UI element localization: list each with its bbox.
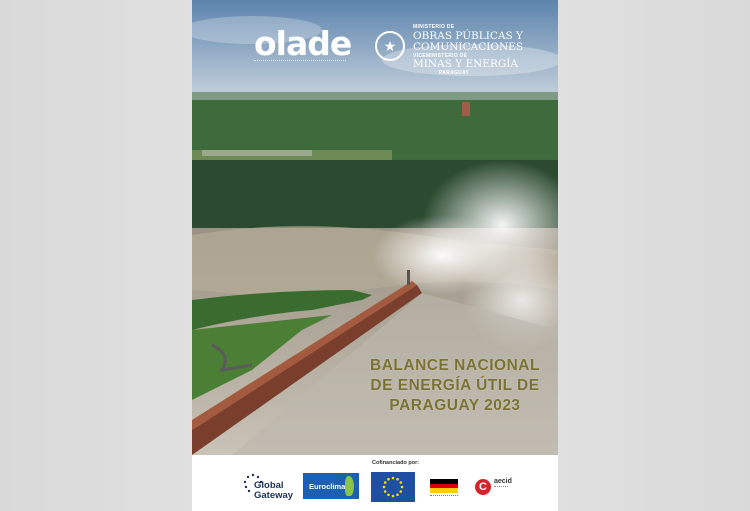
- global-gateway-logo: [254, 481, 293, 501]
- euroclima-logo: [303, 473, 359, 499]
- ministry-line-1: MINISTERIO DE: [413, 24, 455, 30]
- ministry-line-2: OBRAS PÚBLICAS Y: [413, 30, 523, 42]
- germany-cooperation-flag-icon: [430, 479, 458, 493]
- ministry-line-3: COMUNICACIONES: [413, 40, 524, 53]
- aecid-caption: [494, 486, 508, 495]
- ministry-line-6: PARAGUAY: [439, 69, 470, 76]
- report-cover: [192, 0, 558, 511]
- ministry-logo: [413, 25, 523, 76]
- sponsor-logos-bar: [192, 455, 558, 511]
- aecid-icon: C: [475, 479, 491, 495]
- ministry-seal-icon: ★: [375, 31, 405, 61]
- aecid-logo: aecid: [494, 478, 512, 485]
- dam-spillway-photo: [192, 0, 558, 455]
- olade-tagline: [254, 60, 346, 65]
- olade-logo: olade: [254, 24, 352, 63]
- ministry-line-4: VICEMINISTERIO DE: [413, 53, 468, 59]
- cover-title: [352, 356, 558, 416]
- global-gateway-line-2: Gateway: [254, 490, 294, 501]
- eu-flag-icon: [371, 472, 415, 502]
- cover-title-line-1: BALANCE NACIONAL: [370, 357, 540, 374]
- euroclima-label: Euroclima: [309, 481, 346, 491]
- germany-cooperation-caption: [430, 495, 458, 499]
- latin-america-map-icon: [345, 476, 354, 496]
- ministry-line-5: MINAS Y ENERGÍA: [413, 58, 519, 70]
- cover-title-line-2: DE ENERGÍA ÚTIL DE: [370, 377, 540, 394]
- global-gateway-line-1: Global: [254, 480, 284, 491]
- cover-title-line-3: PARAGUAY 2023: [389, 397, 521, 414]
- cofinanced-label: Cofinanciado por:: [372, 460, 420, 466]
